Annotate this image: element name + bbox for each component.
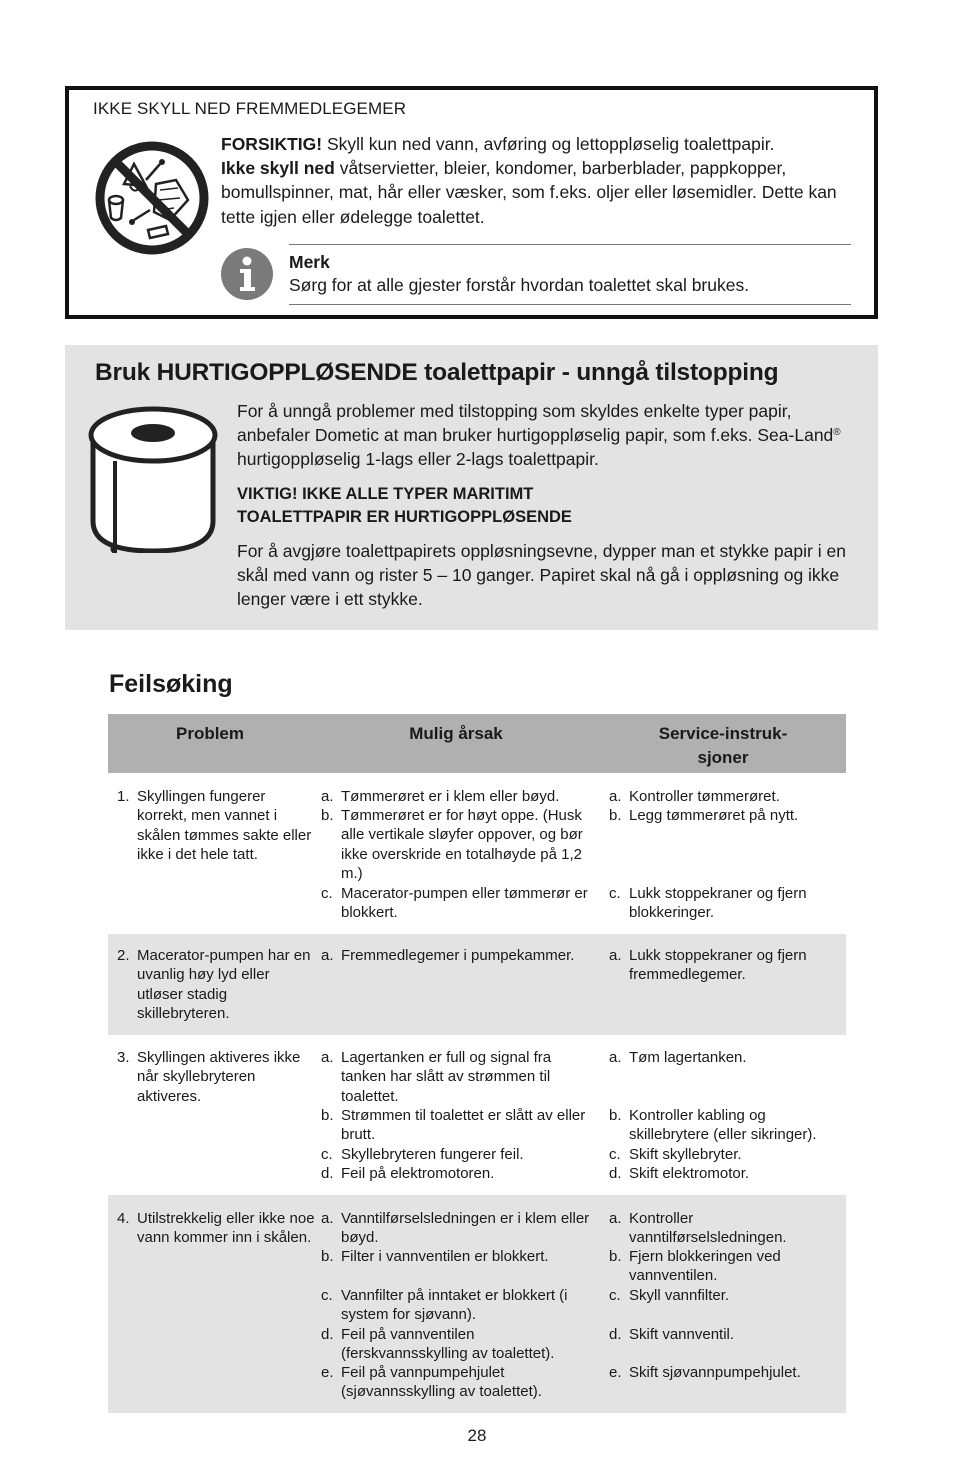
- paper-title: Bruk HURTIGOPPLØSENDE toalettpapir - unngå tilstopping: [95, 359, 779, 386]
- table-row: [108, 1195, 846, 1413]
- cause-item: e. Feil på vannpumpehjulet (sjøvannsskylling av toalettet).: [321, 1364, 542, 1401]
- problem-cell: 3. Skyllingen aktiveres ikke når skyllebryteren aktiveres.: [117, 1049, 301, 1105]
- cause-item: c. Macerator-pumpen eller tømmerør er blokkert.: [321, 885, 588, 922]
- toilet-paper-roll-icon: [85, 403, 225, 553]
- action-item: c. Skift skyllebryter.: [609, 1146, 742, 1163]
- info-icon: [220, 247, 274, 301]
- cause-item: d. Feil på vannventilen (ferskvannsskylling av toalettet).: [321, 1326, 555, 1363]
- cause-item: b. Strømmen til toalettet er slått av eller brutt.: [321, 1107, 586, 1144]
- action-item: d. Skift elektromotor.: [609, 1165, 750, 1182]
- action-item: b. Fjern blokkeringen ved vannventilen.: [609, 1248, 781, 1285]
- cause-item: a. Fremmedlegemer i pumpekammer.: [321, 947, 575, 964]
- table-header: [108, 714, 846, 773]
- action-item: b. Kontroller kabling og skillebrytere (eller sikringer).: [609, 1107, 817, 1144]
- action-item: a. Tøm lagertanken.: [609, 1049, 747, 1066]
- warning-text: [221, 132, 861, 229]
- paper-text: [237, 399, 869, 611]
- cause-item: a. Lagertanken er full og signal fra tanken har slått av strømmen til toalettet.: [321, 1049, 552, 1105]
- note-text: Sørg for at alle gjester forstår hvordan toalettet skal brukes.: [289, 275, 750, 295]
- problem-cell: 4. Utilstrekkelig eller ikke noe vann kommer inn i skålen.: [117, 1210, 315, 1247]
- troubleshooting-table: [108, 714, 846, 1413]
- problem-cell: 2. Macerator-pumpen har en uvanlig høy lyd eller utløser stadig skillebryteren.: [117, 947, 311, 1022]
- action-item: e. Skift sjøvannpumpehjulet.: [609, 1364, 801, 1381]
- action-item: d. Skift vannventil.: [609, 1326, 735, 1343]
- page-number: 28: [467, 1426, 487, 1445]
- paper-paragraph-1: For å unngå problemer med tilstopping som skyldes enkelte typer papir, anbefaler Dometic at man bruker hurtigoppløselig papir, som f.eks. Sea-Land® hurtigoppløselig 1-lags eller 2-lags toalettpapir.: [237, 401, 841, 470]
- warning-box: [65, 86, 878, 319]
- paper-paragraph-2: For å avgjøre toalettpapirets oppløsningsevne, dypper man et stykke papir i en skål med vann og rister 5 – 10 ganger. Papiret skal nå gå i oppløsning og ikke lenger være i ett stykke.: [237, 540, 846, 610]
- table-row: [108, 773, 846, 934]
- cause-item: b. Filter i vannventilen er blokkert.: [321, 1248, 549, 1265]
- cause-item: a. Tømmerøret er i klem eller bøyd.: [321, 788, 560, 805]
- cause-item: d. Feil på elektromotoren.: [321, 1165, 495, 1182]
- action-item: b. Legg tømmerøret på nytt.: [609, 807, 799, 824]
- no-foreign-objects-icon: [94, 140, 210, 256]
- table-row: [108, 934, 846, 1035]
- action-item: c. Skyll vannfilter.: [609, 1287, 730, 1304]
- troubleshooting-title: Feilsøking: [109, 670, 233, 698]
- table-row: [108, 1035, 846, 1195]
- action-item: a. Kontroller vanntilførselsledningen.: [609, 1210, 787, 1247]
- action-item: a. Lukk stoppekraner og fjern fremmedlegemer.: [609, 947, 807, 984]
- caution-text: Skyll kun ned vann, avføring og lettoppløselig toalettpapir.: [322, 134, 775, 154]
- action-item: c. Lukk stoppekraner og fjern blokkeringer.: [609, 885, 807, 922]
- caution-label: FORSIKTIG!: [221, 134, 323, 154]
- action-item: a. Kontroller tømmerøret.: [609, 788, 780, 805]
- toilet-paper-panel: [65, 345, 878, 630]
- header-problem: Problem: [175, 724, 245, 743]
- note-title: Merk: [289, 252, 330, 272]
- registered-mark: ®: [833, 427, 841, 439]
- header-cause: Mulig årsak: [409, 724, 503, 743]
- cause-item: c. Skyllebryteren fungerer feil.: [321, 1146, 524, 1163]
- donot-label: Ikke skyll ned: [221, 158, 335, 179]
- donot-text: våtservietter, bleier, kondomer, barberblader, pappkopper, bomullspinner, mat, hår eller væsker, som f.eks. oljer eller løsemidler. Dette kan tette igjen eller ødelegge toalettet.: [221, 158, 837, 227]
- cause-item: b. Tømmerøret er for høyt oppe. (Husk alle vertikale sløyfer oppover, og bør ikke overskride en totalhøyde på 1,2 m.): [321, 807, 583, 882]
- warning-title: IKKE SKYLL NED FREMMEDLEGEMER: [93, 99, 407, 118]
- problem-cell: 1. Skyllingen fungerer korrekt, men vannet i skålen tømmes sakte eller ikke i det hele tatt.: [117, 788, 312, 863]
- note-box: [289, 244, 851, 305]
- header-service: Service-instruk- sjoner: [658, 724, 788, 767]
- paper-warning-heading: VIKTIG! IKKE ALLE TYPER MARITIMT TOALETTPAPIR ER HURTIGOPPLØSENDE: [237, 484, 572, 527]
- cause-item: a. Vanntilførselsledningen er i klem eller bøyd.: [321, 1210, 590, 1247]
- cause-item: c. Vannfilter på inntaket er blokkert (i system for sjøvann).: [321, 1287, 568, 1324]
